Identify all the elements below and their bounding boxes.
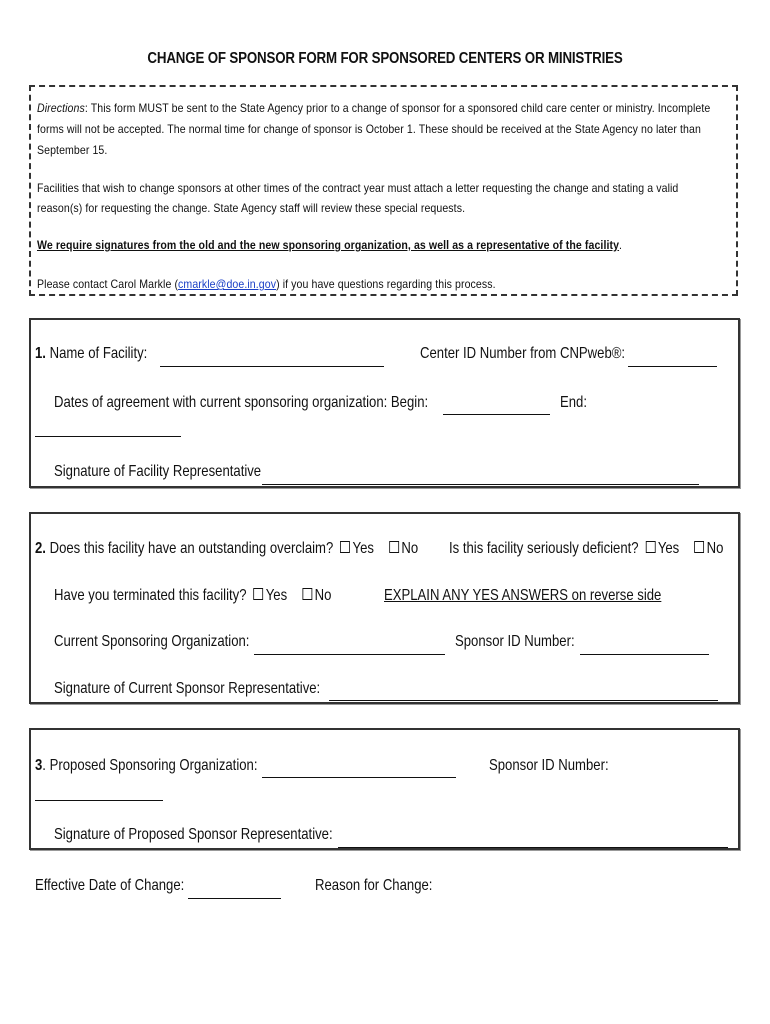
center-id-field[interactable] — [628, 366, 717, 367]
signature-requirement: We require signatures from the old and the new sponsoring organization, as well as a representative of the facility. — [37, 238, 623, 252]
deficient-yes-checkbox[interactable] — [646, 541, 656, 553]
overclaim-no-label: No — [401, 540, 419, 557]
facility-name-label: Name of Facility: — [49, 345, 148, 362]
overclaim-yes-checkbox[interactable] — [340, 541, 350, 553]
contact-email-link[interactable]: cmarkle@doe.in.gov — [178, 277, 277, 291]
deficient-question: Is this facility seriously deficient? — [449, 540, 639, 557]
facility-signature-label: Signature of Facility Representative — [54, 463, 262, 480]
proposed-sponsor-signature-label: Signature of Proposed Sponsor Representative: — [54, 826, 333, 843]
overclaim-row — [35, 540, 418, 558]
directions-line-2: forms will not be accepted. The normal time for change of sponsor is October 1. These should be received at the State Agency no later than — [37, 122, 701, 136]
facility-name-row — [35, 345, 147, 363]
contact-line: Please contact Carol Markle (cmarkle@doe.in.gov) if you have questions regarding this process. — [37, 277, 496, 291]
deficient-row — [449, 540, 723, 558]
facility-signature-field[interactable] — [262, 484, 699, 485]
current-sponsor-id-label: Sponsor ID Number: — [455, 633, 575, 650]
directions-line-3: September 15. — [37, 143, 108, 157]
directions-line-4: Facilities that wish to change sponsors at other times of the contract year must attach a letter requesting the change and stating a valid — [37, 181, 679, 195]
agreement-begin-field[interactable] — [443, 414, 550, 415]
section-3-number: 3 — [35, 757, 43, 774]
proposed-sponsor-signature-field[interactable] — [338, 847, 728, 848]
effective-date-label: Effective Date of Change: — [35, 877, 185, 894]
proposed-sponsor-id-label: Sponsor ID Number: — [489, 757, 609, 774]
proposed-sponsor-id-field[interactable] — [35, 800, 163, 801]
section-1-number: 1. — [35, 345, 46, 362]
directions-line-5: reason(s) for requesting the change. State Agency staff will review these special requests. — [37, 201, 466, 215]
form-title: CHANGE OF SPONSOR FORM FOR SPONSORED CENTERS OR MINISTRIES — [147, 50, 623, 67]
terminated-row — [54, 587, 331, 605]
section-2-number: 2. — [35, 540, 46, 557]
proposed-org-label: Proposed Sponsoring Organization: — [49, 757, 258, 774]
agreement-end-label: End: — [560, 394, 587, 411]
terminated-question: Have you terminated this facility? — [54, 587, 247, 604]
reason-for-change-label: Reason for Change: — [315, 877, 433, 894]
deficient-no-checkbox[interactable] — [694, 541, 704, 553]
proposed-org-field[interactable] — [262, 777, 456, 778]
directions-label: Directions — [37, 101, 85, 115]
center-id-label: Center ID Number from CNPweb®: — [420, 345, 626, 362]
current-sponsor-signature-label: Signature of Current Sponsor Representative: — [54, 680, 321, 697]
overclaim-no-checkbox[interactable] — [389, 541, 399, 553]
directions-box — [29, 85, 738, 296]
deficient-yes-label: Yes — [657, 540, 680, 557]
overclaim-yes-label: Yes — [352, 540, 374, 557]
current-org-field[interactable] — [254, 654, 445, 655]
terminated-yes-label: Yes — [265, 587, 288, 604]
directions-line-1: Directions: This form MUST be sent to the State Agency prior to a change of sponsor for a sponsored child care center or ministry. Incomplete — [37, 101, 711, 115]
terminated-yes-checkbox[interactable] — [253, 588, 263, 600]
explain-yes-instruction: EXPLAIN ANY YES ANSWERS on reverse side — [384, 587, 662, 604]
agreement-begin-label: Dates of agreement with current sponsoring organization: Begin: — [54, 394, 429, 411]
terminated-no-checkbox[interactable] — [302, 588, 312, 600]
current-sponsor-signature-field[interactable] — [329, 700, 718, 701]
overclaim-question: Does this facility have an outstanding overclaim? — [49, 540, 334, 557]
agreement-end-field[interactable] — [35, 436, 181, 437]
current-org-label: Current Sponsoring Organization: — [54, 633, 250, 650]
current-sponsor-id-field[interactable] — [580, 654, 709, 655]
proposed-org-row: 3. Proposed Sponsoring Organization: — [35, 757, 258, 774]
facility-name-field[interactable] — [160, 366, 384, 367]
deficient-no-label: No — [706, 540, 724, 557]
terminated-no-label: No — [314, 587, 332, 604]
effective-date-field[interactable] — [188, 898, 281, 899]
